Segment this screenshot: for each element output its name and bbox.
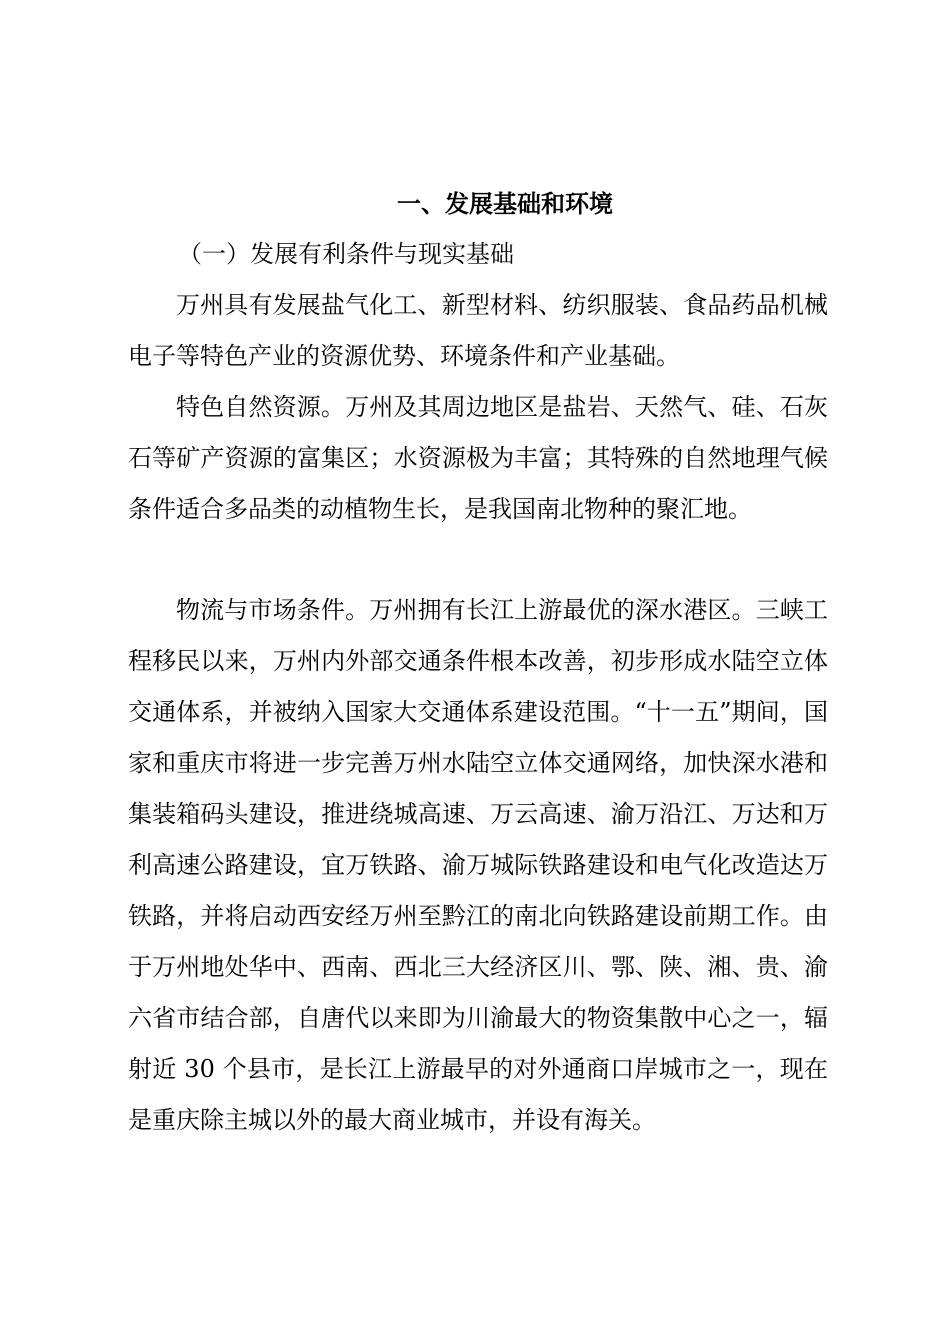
paragraph-logistics-market: 物流与市场条件。万州拥有长江上游最优的深水港区。三峡工程移民以来，万州内外部交通条件根本改善，初步形成水陆空立体交通体系，并被纳入国家大交通体系建设范围。“十一五”期间，国家和重庆市将进一步完善万州水陆空立体交通网络，加快深水港和集装箱码头建设，推进绕城高速、万云高速、渝万沿江、万达和万利高速公路建设，宜万铁路、渝万城际铁路建设和电气化改造达万铁路，并将启动西安经万州至黔江的南北向铁路建设前期工作。由于万州地处华中、西南、西北三大经济区川、鄂、陕、湘、贵、渝六省市结合部，自唐代以来即为川渝最大的物资集散中心之一，辐射近 30 个县市，是长江上游最早的对外通商口岸城市之一，现在是重庆除主城以外的最大商业城市，并设有海关。 [128, 596, 828, 1134]
subsection-title: （一）发展有利条件与现实基础 [178, 240, 514, 268]
paragraph-natural-resources: 特色自然资源。万州及其周边地区是盐岩、天然气、硅、石灰石等矿产资源的富集区；水资源极为丰富；其特殊的自然地理气候条件适合多品类的动植物生长，是我国南北物种的聚汇地。 [128, 393, 828, 523]
paragraph-overview: 万州具有发展盐气化工、新型材料、纺织服装、食品药品机械电子等特色产业的资源优势、环境条件和产业基础。 [128, 291, 828, 370]
section-title: 一、发展基础和环境 [397, 190, 613, 218]
